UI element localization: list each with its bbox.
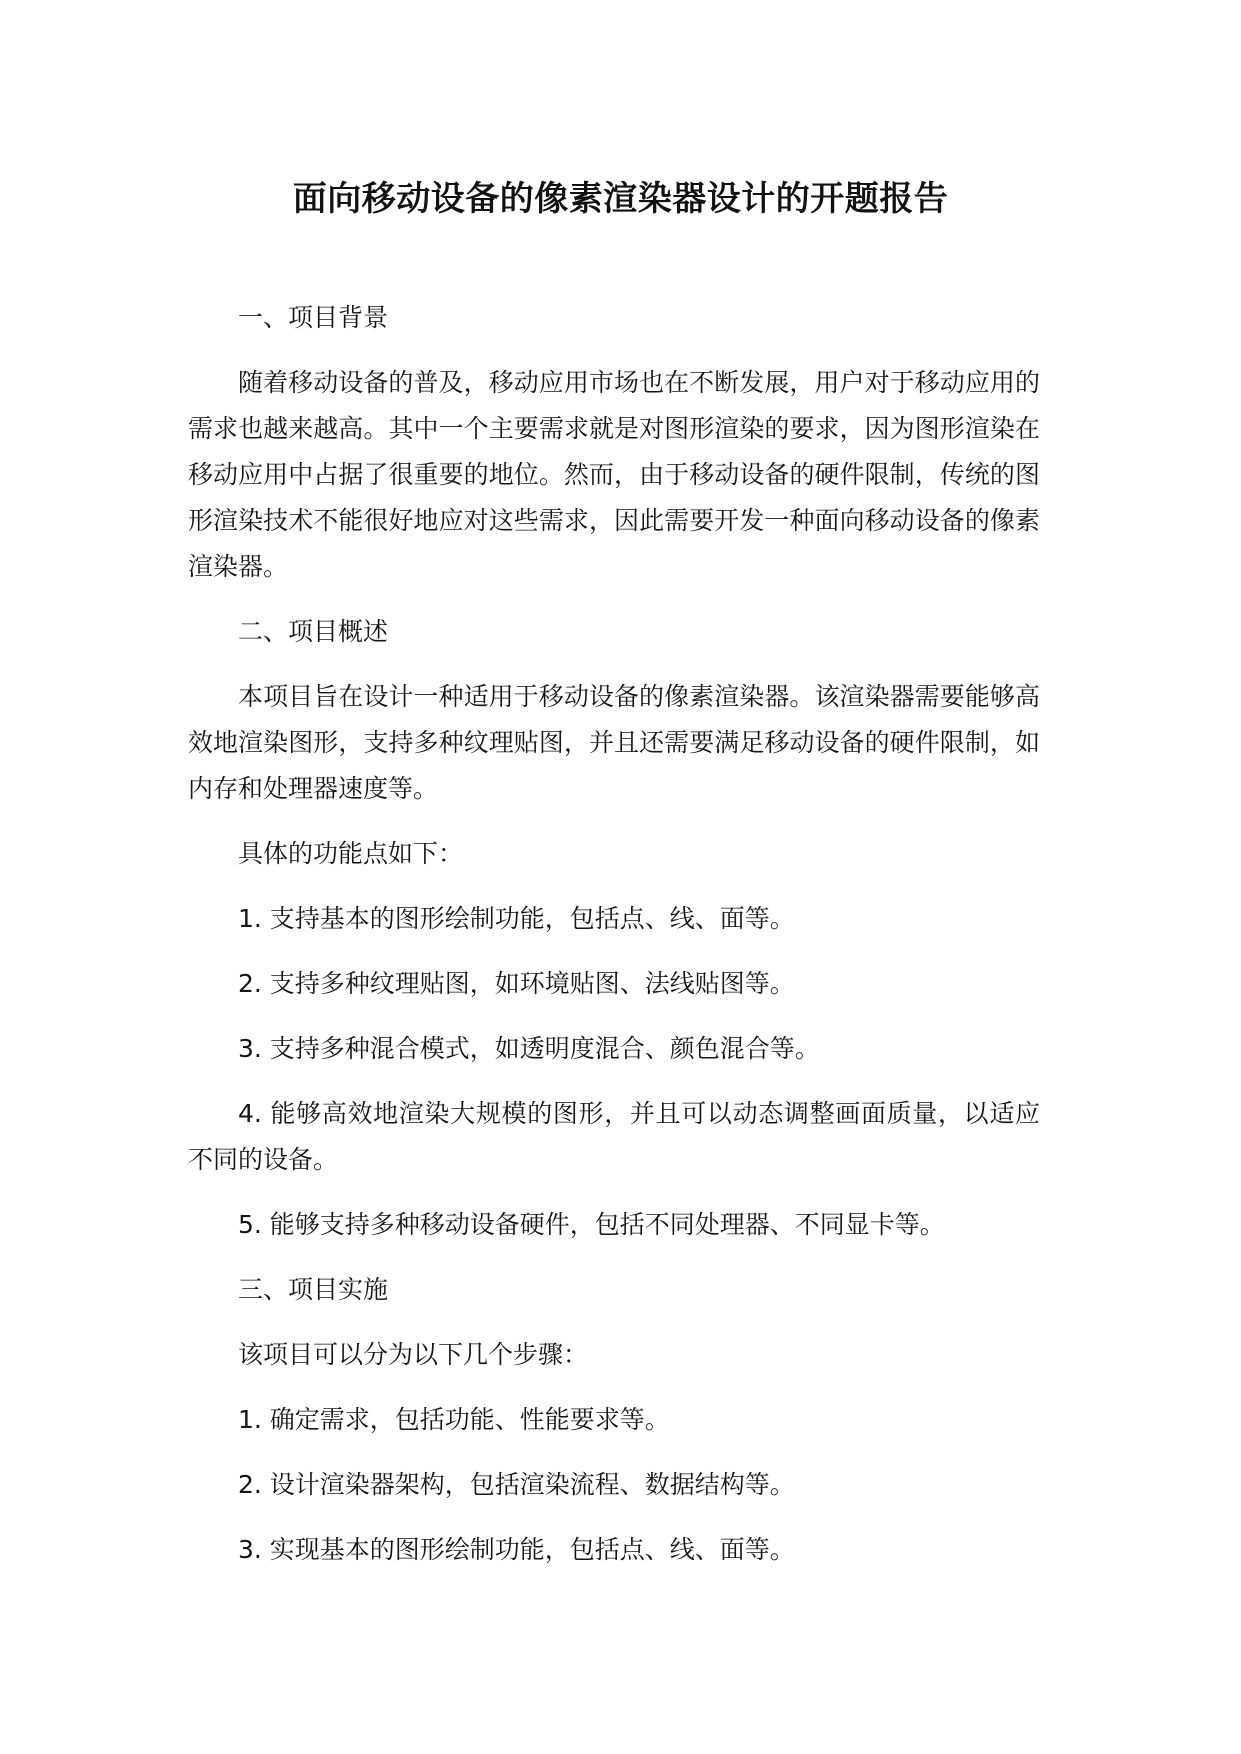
feature-item-4: 4. 能够高效地渲染大规模的图形，并且可以动态调整画面质量，以适应不同的设备。 [188, 1099, 1040, 1174]
feature-item-2: 2. 支持多种纹理贴图，如环境贴图、法线贴图等。 [238, 969, 795, 998]
document-body [188, 295, 1040, 1592]
feature-item-1: 1. 支持基本的图形绘制功能，包括点、线、面等。 [238, 904, 795, 933]
step-item-2: 2. 设计渲染器架构，包括渲染流程、数据结构等。 [238, 1470, 795, 1499]
step-item-3: 3. 实现基本的图形绘制功能，包括点、线、面等。 [238, 1535, 795, 1564]
steps-intro: 该项目可以分为以下几个步骤： [238, 1340, 589, 1369]
document-title: 面向移动设备的像素渲染器设计的开题报告 [292, 179, 949, 219]
feature-item-5: 5. 能够支持多种移动设备硬件，包括不同处理器、不同显卡等。 [238, 1210, 945, 1239]
step-item-1: 1. 确定需求，包括功能、性能要求等。 [238, 1405, 670, 1434]
feature-item-3: 3. 支持多种混合模式，如透明度混合、颜色混合等。 [238, 1034, 820, 1063]
features-intro: 具体的功能点如下： [238, 839, 464, 868]
section-heading-background: 一、项目背景 [238, 303, 389, 332]
section-heading-overview: 二、项目概述 [238, 617, 389, 646]
background-paragraph: 随着移动设备的普及，移动应用市场也在不断发展，用户对于移动应用的需求也越来越高。其中一个主要需求就是对图形渲染的要求，因为图形渲染在移动应用中占据了很重要的地位。然而，由于移动设备的硬件限制，传统的图形渲染技术不能很好地应对这些需求，因此需要开发一种面向移动设备的像素渲染器。 [188, 368, 1040, 581]
section-heading-implementation: 三、项目实施 [238, 1275, 389, 1304]
overview-paragraph: 本项目旨在设计一种适用于移动设备的像素渲染器。该渲染器需要能够高效地渲染图形，支持多种纹理贴图，并且还需要满足移动设备的硬件限制，如内存和处理器速度等。 [188, 682, 1040, 803]
